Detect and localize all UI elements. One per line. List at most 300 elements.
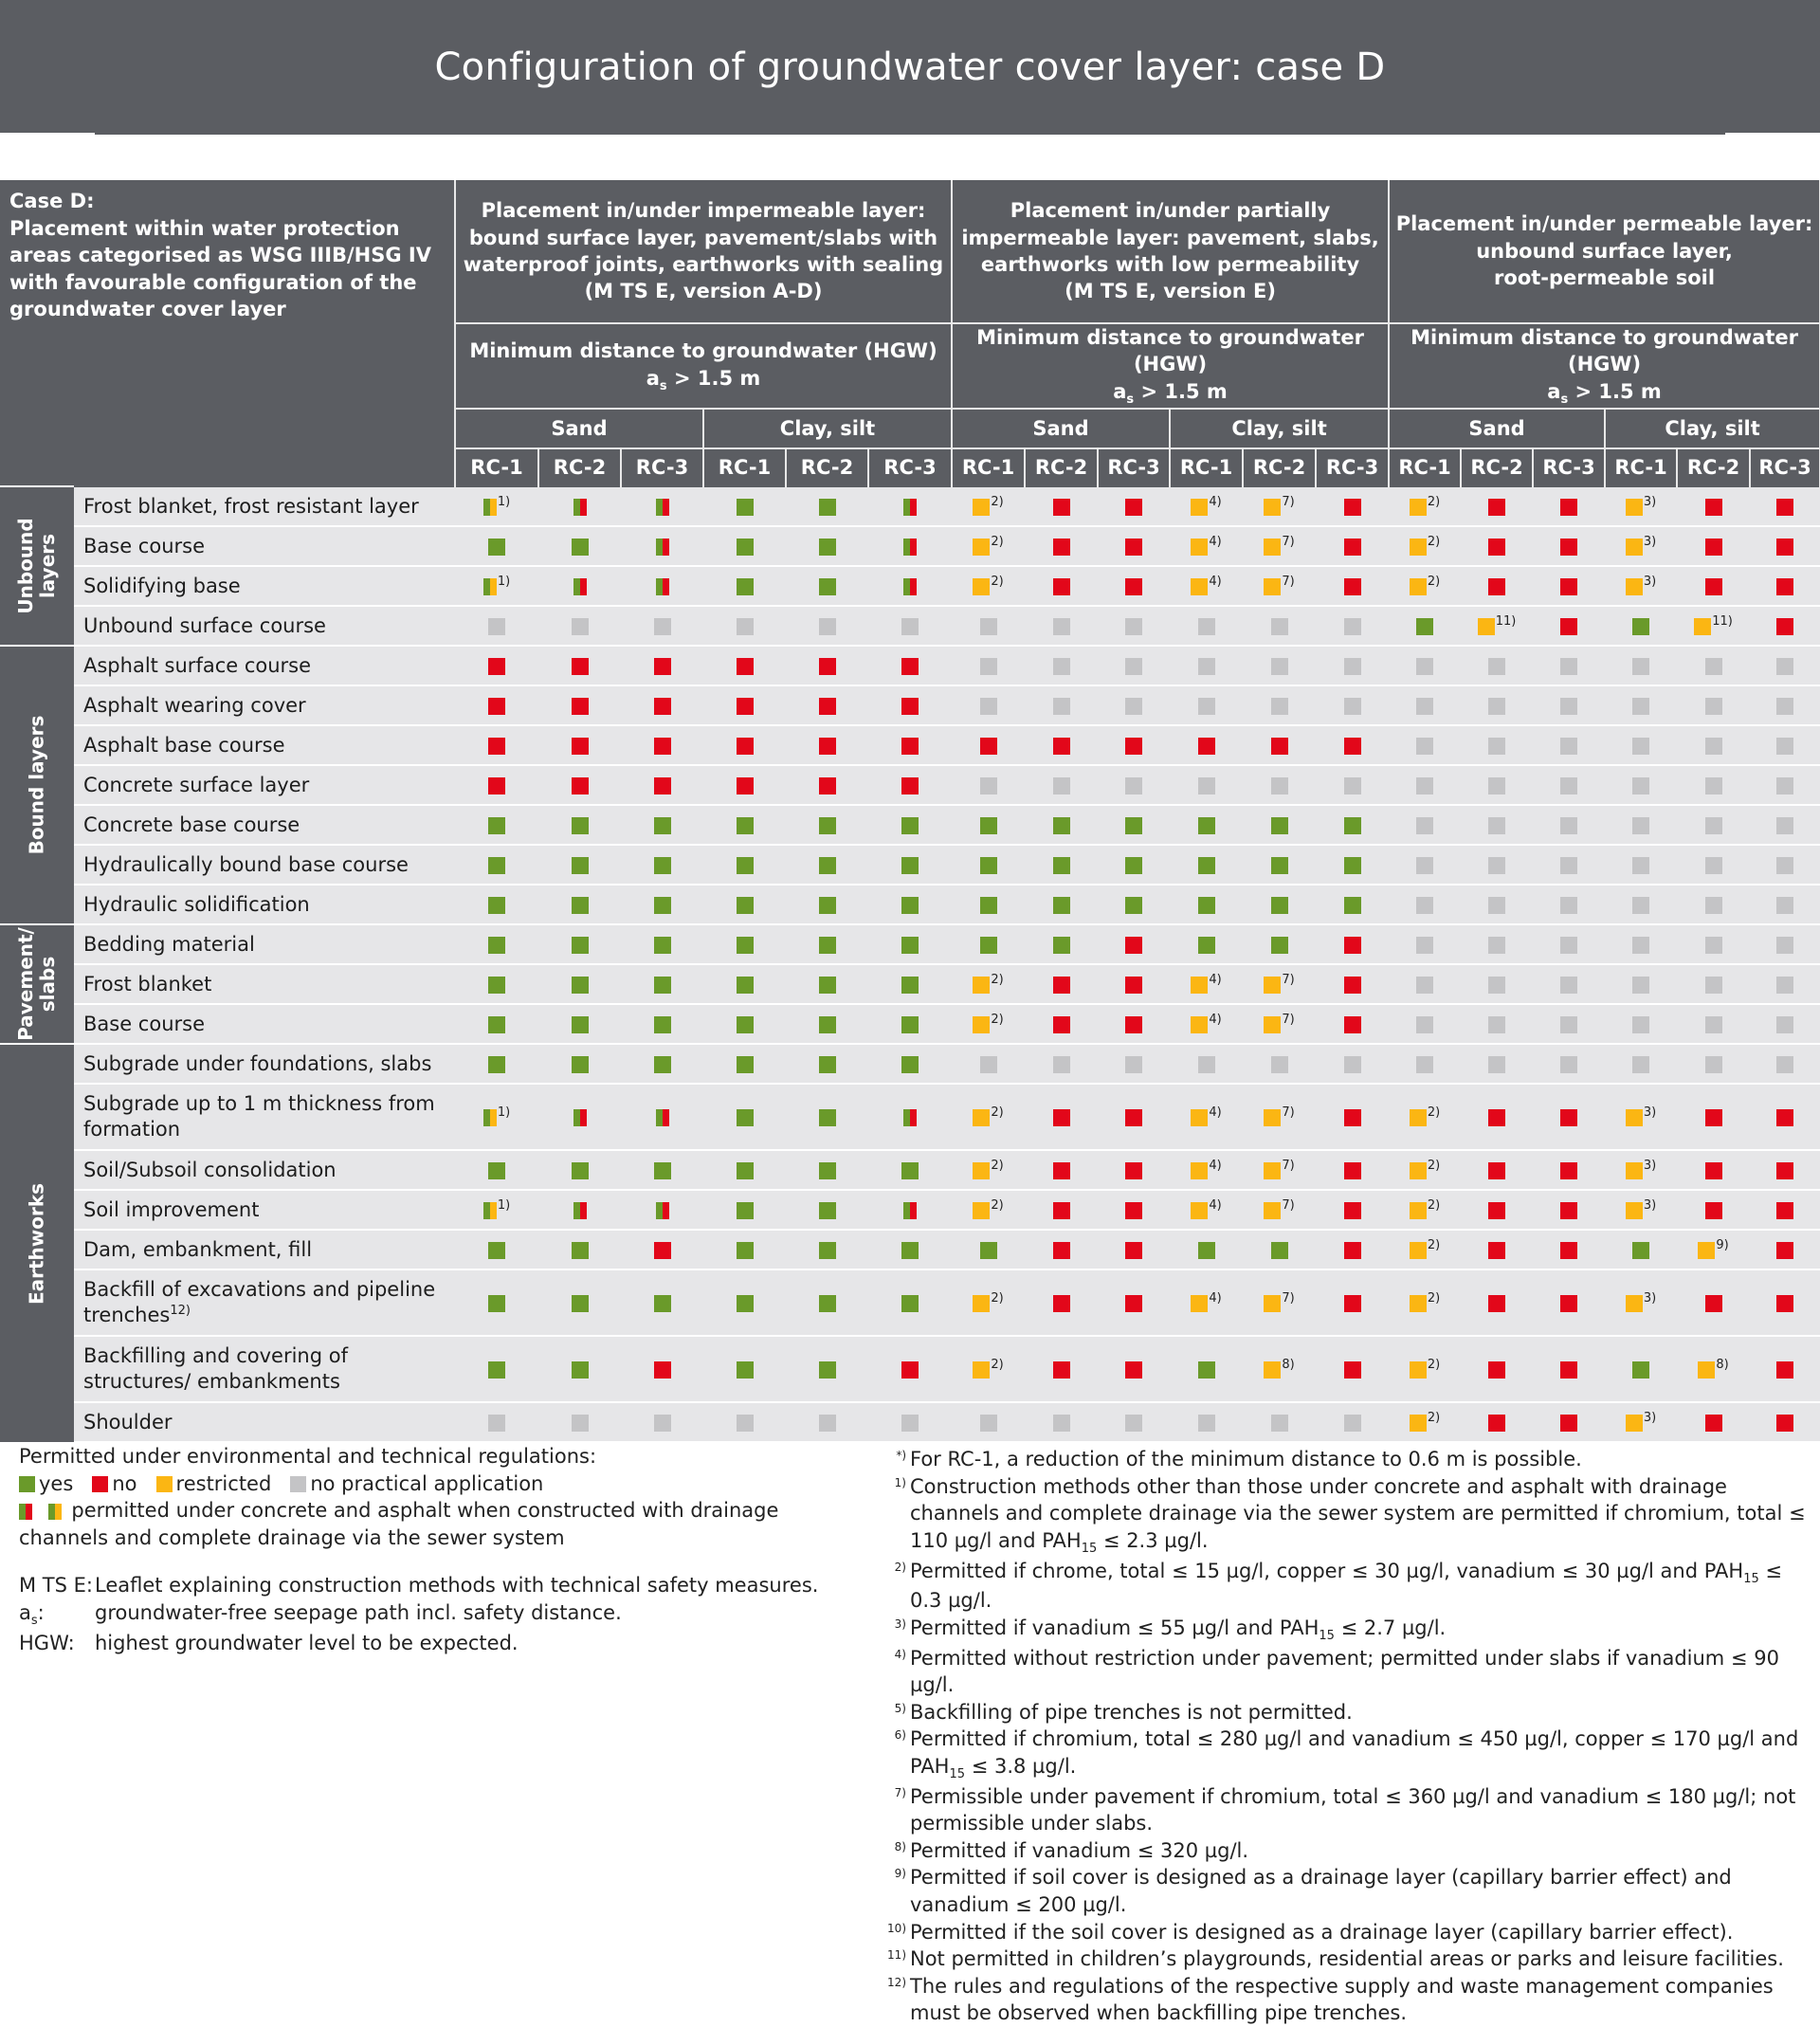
- status-no: [1776, 1202, 1793, 1219]
- status-cell: [868, 924, 952, 964]
- status-cell: [1533, 1336, 1605, 1402]
- status-yes: [1416, 618, 1433, 635]
- row-label: Backfilling and covering of structures/ embankments: [74, 1336, 455, 1402]
- footnote: [882, 1645, 1811, 1699]
- footnote-ref: 1): [497, 574, 511, 589]
- footnote-text: The rules and regulations of the respective supply and waste management companies must be observed when backfilling pipe trenches.: [910, 1974, 1774, 2025]
- status-cell: [1098, 1084, 1170, 1150]
- row-label: Subgrade up to 1 m thickness from formation: [74, 1084, 455, 1150]
- status-restricted: [1191, 977, 1208, 994]
- status-na: [1416, 777, 1433, 794]
- status-yes: [819, 1202, 836, 1219]
- status-na: [1560, 937, 1577, 954]
- status-no: [1053, 1162, 1070, 1179]
- rc-header: RC-3: [1750, 448, 1820, 486]
- status-na: [488, 1415, 505, 1432]
- status-cell: [1243, 1190, 1316, 1230]
- status-cell: [1098, 1269, 1170, 1336]
- row-label: Unbound surface course: [74, 606, 455, 646]
- status-restricted: [1410, 1361, 1427, 1379]
- status-no: [488, 658, 505, 675]
- footnote-ref: 7): [1282, 494, 1295, 509]
- status-cell: [1389, 924, 1461, 964]
- status-cell: [952, 685, 1025, 725]
- status-cell: [1750, 526, 1820, 566]
- status-cell: [1389, 1336, 1461, 1402]
- status-green-red: [903, 578, 917, 595]
- status-cell: [1533, 685, 1605, 725]
- status-cell: [1389, 1084, 1461, 1150]
- status-cell: [1025, 1190, 1098, 1230]
- status-cell: [703, 1150, 786, 1190]
- case-description: [0, 180, 455, 486]
- status-na: [980, 1415, 997, 1432]
- status-cell: [1025, 566, 1098, 606]
- status-cell: [1025, 1230, 1098, 1269]
- status-na: [1632, 1016, 1649, 1033]
- status-na: [572, 1415, 589, 1432]
- status-restricted: [1264, 1016, 1281, 1033]
- status-cell: [1170, 1084, 1243, 1150]
- status-restricted: [973, 1295, 990, 1312]
- status-restricted: [1626, 1162, 1643, 1179]
- status-yes: [901, 1242, 919, 1259]
- status-cell: [538, 646, 621, 685]
- status-cell: [952, 964, 1025, 1004]
- status-restricted: [1264, 578, 1281, 595]
- status-na: [980, 777, 997, 794]
- status-yes: [1632, 618, 1649, 635]
- row-label: Base course: [74, 1004, 455, 1044]
- row-label: Bedding material: [74, 924, 455, 964]
- abbreviation-text: highest groundwater level to be expected.: [95, 1631, 519, 1654]
- status-na: [1344, 1415, 1361, 1432]
- footnote-text: Backfilling of pipe trenches is not permitted.: [910, 1700, 1353, 1724]
- status-cell: [538, 1084, 621, 1150]
- status-yes: [572, 1361, 589, 1379]
- status-no: [1344, 578, 1361, 595]
- status-na: [1560, 817, 1577, 834]
- status-cell: [1243, 606, 1316, 646]
- status-cell: [1461, 964, 1533, 1004]
- status-cell: [1605, 924, 1677, 964]
- status-restricted: [1626, 1295, 1643, 1312]
- status-no: [1344, 1162, 1361, 1179]
- status-restricted: [1264, 539, 1281, 556]
- status-na: [1198, 777, 1215, 794]
- status-restricted: [973, 1202, 990, 1219]
- status-cell: [868, 845, 952, 885]
- soil-header: Sand: [952, 409, 1170, 448]
- status-cell: [1533, 1190, 1605, 1230]
- status-restricted: [1191, 578, 1208, 595]
- status-yes: [901, 977, 919, 994]
- status-yes: [737, 817, 754, 834]
- status-cell: [455, 1230, 538, 1269]
- status-no: [1560, 1295, 1577, 1312]
- legend-combined: [19, 1497, 853, 1551]
- status-no: [1125, 539, 1142, 556]
- status-cell: [1170, 1230, 1243, 1269]
- status-cell: [455, 1004, 538, 1044]
- status-cell: [1170, 1190, 1243, 1230]
- row-label: Frost blanket, frost resistant layer: [74, 486, 455, 526]
- status-na: [737, 1415, 754, 1432]
- status-cell: [538, 1044, 621, 1084]
- footnote-number: 1): [894, 1475, 906, 1489]
- status-yes: [819, 1109, 836, 1126]
- status-cell: [1243, 685, 1316, 725]
- footnote: [882, 1726, 1811, 1782]
- status-cell: [1243, 1044, 1316, 1084]
- footnote-text: Construction methods other than those under concrete and asphalt with drainage channels and complete drainage via the sewer system are permitted if chromium, total ≤ 110 µg/l and $PAH_{15} \le 2.3$ µg/l.: [910, 1474, 1806, 1556]
- table-row: [0, 805, 1820, 845]
- status-no: [654, 1361, 671, 1379]
- status-cell: [1677, 606, 1750, 646]
- footnote: [882, 1919, 1811, 1946]
- status-cell: [1750, 1402, 1820, 1442]
- status-na: [1198, 618, 1215, 635]
- status-na: [1053, 618, 1070, 635]
- status-na: [1705, 817, 1722, 834]
- footnote-ref: 4): [1209, 1197, 1222, 1213]
- zone-header-line: (M TS E, version A-D): [584, 280, 823, 303]
- footnote-ref: 7): [1282, 1012, 1295, 1027]
- status-cell: [1316, 765, 1389, 805]
- status-na: [1125, 777, 1142, 794]
- status-cell: [538, 606, 621, 646]
- status-yes: [819, 857, 836, 874]
- status-na: [1416, 1056, 1433, 1073]
- status-yes: [819, 1242, 836, 1259]
- footnote-ref: 2): [1427, 574, 1441, 589]
- status-cell: [868, 1402, 952, 1442]
- status-cell: [868, 486, 952, 526]
- row-label: Hydraulic solidification: [74, 885, 455, 924]
- zone-header-line: unbound surface layer,: [1476, 239, 1733, 263]
- status-cell: [1170, 805, 1243, 845]
- status-cell: [1750, 924, 1820, 964]
- status-cell: [1605, 566, 1677, 606]
- status-cell: [1170, 606, 1243, 646]
- footnote-number: 9): [894, 1867, 906, 1881]
- status-cell: [1025, 805, 1098, 845]
- status-cell: [1243, 845, 1316, 885]
- status-cell: [538, 1190, 621, 1230]
- status-restricted: [973, 977, 990, 994]
- status-yes: [819, 897, 836, 914]
- status-no: [1560, 499, 1577, 516]
- status-cell: [1098, 845, 1170, 885]
- status-na: [1198, 1415, 1215, 1432]
- status-no: [1344, 1361, 1361, 1379]
- status-na: [980, 698, 997, 715]
- status-no: [1053, 578, 1070, 595]
- status-restricted: [1191, 1016, 1208, 1033]
- status-cell: [952, 1336, 1025, 1402]
- zone-header: [1389, 180, 1820, 323]
- status-cell: [1098, 1402, 1170, 1442]
- status-na: [1776, 977, 1793, 994]
- status-cell: [1677, 1190, 1750, 1230]
- status-yes: [488, 539, 505, 556]
- status-cell: [1533, 805, 1605, 845]
- status-cell: [868, 646, 952, 685]
- status-yes: [737, 1109, 754, 1126]
- zone-header: [952, 180, 1389, 323]
- status-na: [1198, 698, 1215, 715]
- table-row: [0, 1269, 1820, 1336]
- distance-header: [952, 323, 1389, 409]
- status-na: [1271, 698, 1288, 715]
- status-restricted: [1410, 1109, 1427, 1126]
- status-no: [1125, 738, 1142, 755]
- status-yes: [1344, 817, 1361, 834]
- footnote-ref: 4): [1209, 494, 1222, 509]
- status-cell: [1461, 646, 1533, 685]
- status-cell: [621, 805, 703, 845]
- status-cell: [1316, 566, 1389, 606]
- status-cell: [538, 1402, 621, 1442]
- table-row: [0, 885, 1820, 924]
- status-na: [1705, 857, 1722, 874]
- status-cell: [1605, 1230, 1677, 1269]
- status-na: [901, 618, 919, 635]
- status-green-red: [656, 1109, 669, 1126]
- status-cell: [1098, 1336, 1170, 1402]
- status-yes: [901, 1162, 919, 1179]
- status-na: [1416, 977, 1433, 994]
- status-cell: [1170, 1150, 1243, 1190]
- status-cell: [1243, 526, 1316, 566]
- status-cell: [1677, 526, 1750, 566]
- status-no: [1344, 1016, 1361, 1033]
- status-cell: [1389, 1190, 1461, 1230]
- status-cell: [1316, 1044, 1389, 1084]
- row-label: Base course: [74, 526, 455, 566]
- soil-header: Clay, silt: [1170, 409, 1389, 448]
- status-no: [1125, 1162, 1142, 1179]
- status-no: [1705, 499, 1722, 516]
- status-cell: [952, 1402, 1025, 1442]
- status-na: [1053, 658, 1070, 675]
- footnote-text: Permitted if vanadium ≤ 55 µg/l and $PAH_{15} \le 2.7$ µg/l.: [910, 1616, 1447, 1644]
- status-restricted: [1410, 1242, 1427, 1259]
- status-na: [1776, 698, 1793, 715]
- page-title: Configuration of groundwater cover layer: case D: [434, 46, 1386, 89]
- status-green-red: [903, 499, 917, 516]
- status-cell: [538, 805, 621, 845]
- status-na: [1198, 1056, 1215, 1073]
- status-no: [1344, 738, 1361, 755]
- status-cell: [868, 566, 952, 606]
- status-cell: [1461, 1402, 1533, 1442]
- status-no: [572, 738, 589, 755]
- footnote-ref: 3): [1643, 1105, 1657, 1120]
- status-cell: [1316, 486, 1389, 526]
- status-na: [1344, 618, 1361, 635]
- status-cell: [1750, 1004, 1820, 1044]
- footnote-number: 11): [887, 1948, 906, 1963]
- status-cell: [786, 885, 868, 924]
- status-restricted: [1410, 499, 1427, 516]
- status-cell: [1389, 1150, 1461, 1190]
- status-cell: [455, 685, 538, 725]
- row-label: Frost blanket: [74, 964, 455, 1004]
- status-cell: [621, 1336, 703, 1402]
- status-cell: [1461, 1044, 1533, 1084]
- status-na: [654, 1415, 671, 1432]
- table-row: [0, 924, 1820, 964]
- status-cell: [1533, 1230, 1605, 1269]
- group-label-text: Bound layers: [25, 715, 48, 855]
- status-na: [1488, 658, 1505, 675]
- status-cell: [1170, 486, 1243, 526]
- status-no: [1705, 1162, 1722, 1179]
- status-yes: [1125, 897, 1142, 914]
- status-no: [1053, 1295, 1070, 1312]
- status-yes: [1271, 1242, 1288, 1259]
- status-cell: [1316, 885, 1389, 924]
- status-yes: [737, 1016, 754, 1033]
- footnote-text: Permitted without restriction under pavement; permitted under slabs if vanadium ≤ 90 µg/l.: [910, 1646, 1779, 1697]
- status-no: [1776, 1109, 1793, 1126]
- status-cell: [1533, 964, 1605, 1004]
- footnote-text: Permitted if chromium, total ≤ 280 µg/l and vanadium ≤ 450 µg/l, copper ≤ 170 µg/l and $PAH_{15} \le 3.8$ µg/l.: [910, 1727, 1799, 1782]
- footnote-ref: 3): [1643, 1290, 1657, 1306]
- status-na: [1488, 1056, 1505, 1073]
- status-no: [1705, 1109, 1722, 1126]
- status-cell: [1316, 685, 1389, 725]
- status-cell: [952, 1150, 1025, 1190]
- status-cell: [1461, 1004, 1533, 1044]
- status-yes: [901, 817, 919, 834]
- status-green-red: [903, 1202, 917, 1219]
- footnote-ref: 7): [1282, 534, 1295, 549]
- status-cell: [1533, 885, 1605, 924]
- status-cell: [1461, 725, 1533, 765]
- status-no: [1053, 977, 1070, 994]
- status-no: [901, 1361, 919, 1379]
- status-cell: [703, 486, 786, 526]
- status-restricted: [1410, 578, 1427, 595]
- status-na: [980, 658, 997, 675]
- footnote: [882, 1473, 1811, 1558]
- status-cell: [1677, 1004, 1750, 1044]
- status-cell: [1025, 725, 1098, 765]
- status-cell: [1605, 1150, 1677, 1190]
- status-na: [1271, 777, 1288, 794]
- status-cell: [1461, 486, 1533, 526]
- footnotes: [882, 1446, 1811, 2027]
- status-na: [1776, 857, 1793, 874]
- status-cell: [1170, 964, 1243, 1004]
- footnote: [882, 1945, 1811, 1973]
- footnote-text: Permitted if the soil cover is designed as a drainage layer (capillary barrier effect).: [910, 1920, 1734, 1944]
- status-cell: [786, 486, 868, 526]
- status-cell: [1750, 606, 1820, 646]
- status-restricted: [1410, 1162, 1427, 1179]
- status-cell: [786, 606, 868, 646]
- status-yes: [654, 1162, 671, 1179]
- status-yes: [488, 1361, 505, 1379]
- footnote-ref: 2): [1427, 1290, 1441, 1306]
- footnote: [882, 1837, 1811, 1865]
- table-row: [0, 1402, 1820, 1442]
- status-cell: [621, 1402, 703, 1442]
- status-restricted: [1626, 1202, 1643, 1219]
- status-yes: [980, 937, 997, 954]
- status-cell: [621, 1230, 703, 1269]
- status-cell: [621, 1190, 703, 1230]
- footnote-number: 8): [894, 1839, 906, 1854]
- status-no: [737, 777, 754, 794]
- status-cell: [1243, 1336, 1316, 1402]
- zone-header-line: Placement in/under partially: [1010, 199, 1331, 223]
- status-cell: [1316, 845, 1389, 885]
- status-cell: [455, 606, 538, 646]
- status-green-red: [903, 539, 917, 556]
- status-cell: [868, 805, 952, 845]
- status-cell: [1170, 924, 1243, 964]
- status-no: [1776, 578, 1793, 595]
- status-cell: [455, 1190, 538, 1230]
- status-na: [1560, 977, 1577, 994]
- status-cell: [1389, 486, 1461, 526]
- status-cell: [1025, 1269, 1098, 1336]
- rc-header: RC-1: [1389, 448, 1461, 486]
- legend-combined-text: permitted under concrete and asphalt when constructed with drainage channels and complete drainage via the sewer system: [19, 1499, 779, 1549]
- status-na: [1776, 738, 1793, 755]
- status-cell: [703, 1044, 786, 1084]
- status-cell: [786, 845, 868, 885]
- footnote-text: Not permitted in children’s playgrounds, residential areas or parks and leisure facilities.: [910, 1947, 1784, 1971]
- table-row: [0, 725, 1820, 765]
- green-yellow-swatch: [48, 1504, 62, 1520]
- footnote-ref: 2): [991, 534, 1004, 549]
- status-restricted: [973, 1016, 990, 1033]
- status-cell: [952, 646, 1025, 685]
- status-cell: [538, 1230, 621, 1269]
- status-cell: [1533, 924, 1605, 964]
- status-no: [1776, 539, 1793, 556]
- status-cell: [621, 885, 703, 924]
- status-na: [1632, 698, 1649, 715]
- status-cell: [1677, 805, 1750, 845]
- status-restricted: [973, 578, 990, 595]
- legend-yes: yes: [39, 1471, 74, 1495]
- status-cell: [1750, 765, 1820, 805]
- status-na: [1705, 897, 1722, 914]
- status-cell: [1605, 486, 1677, 526]
- status-cell: [1025, 1336, 1098, 1402]
- status-cell: [868, 1084, 952, 1150]
- status-yes: [654, 1056, 671, 1073]
- status-cell: [1750, 486, 1820, 526]
- status-cell: [455, 1044, 538, 1084]
- status-restricted: [1410, 1295, 1427, 1312]
- status-no: [1560, 1162, 1577, 1179]
- status-cell: [786, 1084, 868, 1150]
- status-yes: [1125, 817, 1142, 834]
- status-no: [654, 1242, 671, 1259]
- status-cell: [703, 566, 786, 606]
- status-na: [1632, 817, 1649, 834]
- status-cell: [1533, 526, 1605, 566]
- status-cell: [952, 566, 1025, 606]
- status-cell: [952, 805, 1025, 845]
- status-cell: [1389, 765, 1461, 805]
